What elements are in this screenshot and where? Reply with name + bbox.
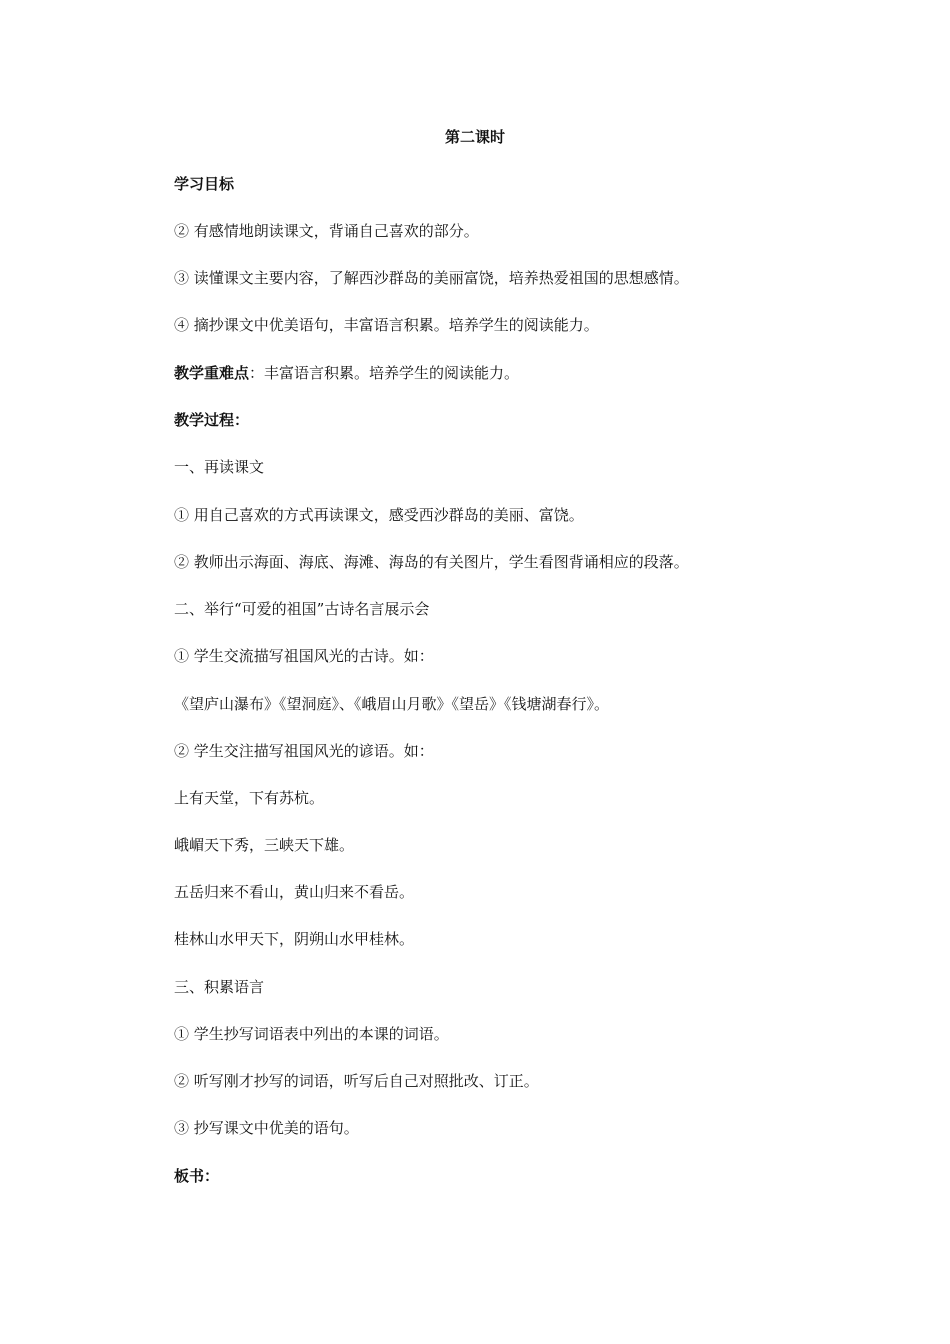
key-points-label: 教学重难点: [174, 364, 250, 382]
section-item: ② 听写刚才抄写的词语，听写后自己对照批改、订正。: [174, 1072, 539, 1090]
section-item: ① 用自己喜欢的方式再读课文，感受西沙群岛的美丽、富饶。: [174, 506, 584, 524]
section-item: ① 学生交流描写祖国风光的古诗。如：: [174, 647, 434, 665]
lesson-title: 第二课时: [444, 128, 505, 146]
board-heading: 板书：: [174, 1167, 220, 1185]
section-item: ② 教师出示海面、海底、海滩、海岛的有关图片，学生看图背诵相应的段落。: [174, 553, 689, 571]
objectives-heading: 学习目标: [174, 175, 235, 193]
objective-item: ④ 摘抄课文中优美语句，丰富语言积累。培养学生的阅读能力。: [174, 316, 599, 334]
section-heading: 三、积累语言: [174, 978, 265, 996]
proverb-line: 五岳归来不看山，黄山归来不看岳。: [174, 883, 415, 901]
proverb-line: 桂林山水甲天下，阴朔山水甲桂林。: [174, 930, 415, 948]
proverb-line: 上有天堂，下有苏杭。: [174, 789, 325, 807]
proverb-line: 峨嵋天下秀，三峡天下雄。: [174, 836, 355, 854]
objective-item: ③ 读懂课文主要内容，了解西沙群岛的美丽富饶，培养热爱祖国的思想感情。: [174, 269, 689, 287]
poem-list: 《望庐山瀑布》《望洞庭》、《峨眉山月歌》《望岳》《钱塘湖春行》。: [174, 695, 610, 713]
key-points-line: [174, 363, 519, 383]
section-item: ③ 抄写课文中优美的语句。: [174, 1119, 359, 1137]
process-heading: 教学过程：: [174, 411, 250, 429]
section-heading: 一、再读课文: [174, 458, 265, 476]
section-item: ① 学生抄写词语表中列出的本课的词语。: [174, 1025, 449, 1043]
key-points-text: ：丰富语言积累。培养学生的阅读能力。: [249, 364, 520, 382]
objective-item: ② 有感情地朗读课文，背诵自己喜欢的部分。: [174, 222, 479, 240]
section-heading: 二、举行“可爱的祖国”古诗名言展示会: [174, 600, 430, 618]
section-item: ② 学生交注描写祖国风光的谚语。如：: [174, 742, 434, 760]
